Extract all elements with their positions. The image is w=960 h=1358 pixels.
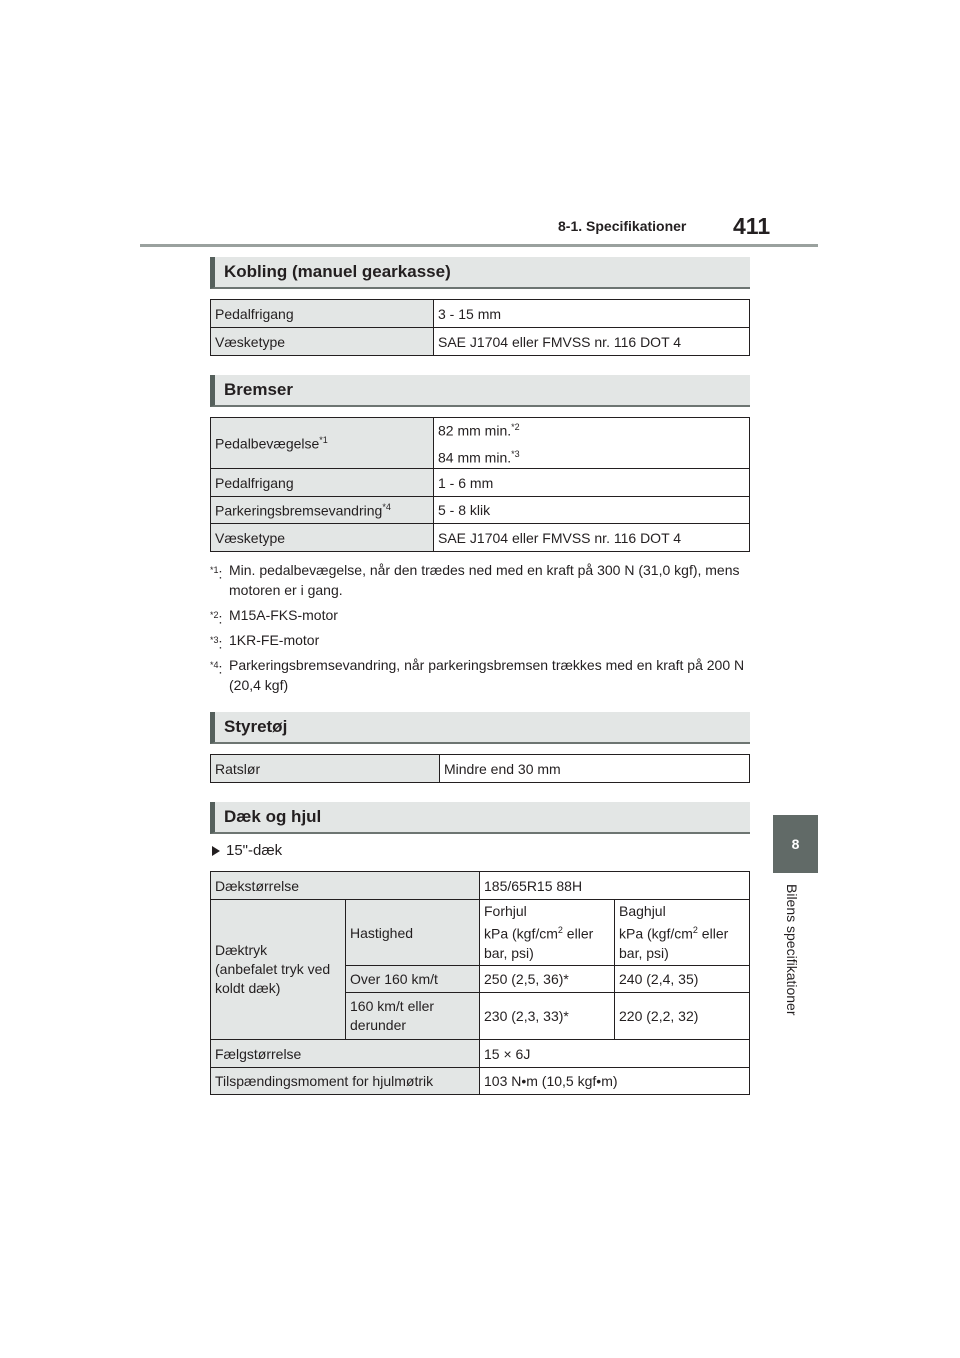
table-cell-value: 15 × 6J (480, 1040, 750, 1068)
table-cell-value: 103 N•m (10,5 kgf•m) (480, 1068, 750, 1095)
steering-table (210, 754, 750, 783)
table-cell-label: Hastighed (346, 900, 480, 966)
front-label-line: eller (562, 925, 594, 942)
table-cell-value: 220 (2,2, 32) (615, 993, 750, 1040)
clutch-title: Kobling (manuel gearkasse) (224, 262, 451, 281)
table-cell-label: Over 160 km/t (346, 966, 480, 993)
table-cell-label: Væsketype (211, 328, 434, 356)
table-cell-value: SAE J1704 eller FMVSS nr. 116 DOT 4 (434, 524, 750, 552)
table-cell-value: SAE J1704 eller FMVSS nr. 116 DOT 4 (434, 328, 750, 356)
subheading (212, 842, 282, 859)
table-cell-value: 240 (2,4, 35) (615, 966, 750, 993)
table-cell-value: 230 (2,3, 33)* (480, 993, 615, 1040)
table-cell-value: Mindre end 30 mm (440, 755, 750, 783)
section-heading-clutch (210, 257, 750, 289)
pedal-travel-value-2: 84 mm min. (438, 449, 512, 466)
superscript: 2 (692, 925, 698, 936)
table-cell-value: 3 - 15 mm (434, 300, 750, 328)
steering-title: Styretøj (224, 717, 288, 736)
footnote-text: Min. pedalbevægelse, når den trædes ned med en kraft på 300 N (31,0 kgf), mens motoren er i gang. (229, 562, 740, 598)
table-row (211, 469, 750, 497)
table-cell-value (480, 900, 615, 966)
pressure-label-line: (anbefalet tryk ved (215, 961, 331, 977)
parking-brake-label: Parkeringsbremsevandring (215, 502, 383, 519)
table-cell-label: Pedalfrigang (211, 300, 434, 328)
front-label-line: kPa (kgf/cm (484, 925, 558, 942)
front-label-line: Forhjul (484, 903, 527, 920)
clutch-table (210, 299, 750, 356)
footnote-text: M15A-FKS-motor (229, 607, 338, 623)
pressure-label-line: Dæktryk (215, 942, 268, 958)
table-cell-label (211, 900, 346, 1040)
brakes-title: Bremser (224, 380, 293, 399)
footnote: $^{*3}$: 1KR-FE-motor (210, 632, 320, 652)
section-heading-steering (210, 712, 750, 744)
table-row (211, 300, 750, 328)
footnote-mark: *2 (511, 422, 520, 433)
rear-label-line: eller (697, 925, 729, 942)
table-cell-value: 1 - 6 mm (434, 469, 750, 497)
footnote-text: Parkeringsbremsevandring, når parkeringsbremsen trækkes med en kraft på 200 N (20,4 kgf) (229, 657, 745, 693)
speed-label-line: derunder (350, 1017, 407, 1033)
footnote: $^{*1}$: Min. pedalbevægelse, når den trædes ned med en kraft på 300 N (31,0 kgf), mens motoren er i gang. (210, 562, 740, 598)
table-cell-label (346, 993, 480, 1040)
tires-table (210, 871, 750, 1095)
section-heading-brakes (210, 375, 750, 407)
footnote: $^{*4}$: Parkeringsbremsevandring, når parkeringsbremsen trækkes med en kraft på 200 N (20,4 kgf) (210, 657, 745, 693)
footnote-mark: *3 (511, 449, 520, 459)
chapter-title-vertical (782, 884, 806, 1034)
table-cell-value: 185/65R15 88H (480, 872, 750, 900)
chapter-tab: 8 (773, 815, 818, 873)
footnote: $^{*2}$: M15A-FKS-motor (210, 607, 338, 627)
table-cell-label: Fælgstørrelse (211, 1040, 480, 1068)
section-title: 8-1. Specifikationer (558, 218, 687, 234)
pedal-travel-label: Pedalbevægelse (215, 435, 320, 452)
table-row (211, 328, 750, 356)
header-divider (140, 244, 818, 247)
front-label-line: bar, psi) (484, 944, 534, 961)
brakes-table (210, 417, 750, 552)
rear-label-line: kPa (kgf/cm (619, 925, 693, 942)
triangle-bullet-icon (212, 846, 220, 856)
section-heading-tires (210, 802, 750, 834)
table-row (211, 418, 750, 469)
footnote-mark: *3 (210, 635, 219, 645)
subheading-text: 15"-dæk (226, 842, 283, 859)
footnote-mark: *1 (319, 434, 328, 445)
rear-label-line: Baghjul (619, 903, 666, 920)
table-cell-value: 5 - 8 klik (434, 497, 750, 524)
footnote-mark: *4 (210, 660, 219, 670)
table-cell-label: Væsketype (211, 524, 434, 552)
page-number: 411 (733, 213, 771, 239)
footnote-text: 1KR-FE-motor (229, 632, 320, 648)
rear-label-line: bar, psi) (619, 944, 669, 961)
table-row (211, 1068, 750, 1095)
pressure-label-line: koldt dæk) (215, 980, 281, 996)
table-row (211, 1040, 750, 1068)
footnote-mark: *1 (210, 565, 219, 575)
footnote-mark: *4 (382, 501, 391, 512)
table-cell-label (211, 418, 434, 469)
table-cell-value: 250 (2,5, 36)* (480, 966, 615, 993)
table-cell-label: Pedalfrigang (211, 469, 434, 497)
superscript: 2 (557, 925, 563, 936)
footnotes (210, 560, 750, 700)
table-cell-value (434, 418, 750, 469)
footnote-mark: *2 (210, 610, 219, 620)
speed-label-line: 160 km/t eller (350, 998, 435, 1014)
chapter-title: Bilens specifikationer (784, 884, 800, 1016)
table-row (211, 755, 750, 783)
table-row (211, 872, 750, 900)
table-cell-label: Dækstørrelse (211, 872, 480, 900)
table-row (211, 524, 750, 552)
table-row (211, 900, 750, 966)
table-cell-label: Tilspændingsmoment for hjulmøtrik (211, 1068, 480, 1095)
tires-title: Dæk og hjul (224, 807, 322, 826)
pedal-travel-value-1: 82 mm min. (438, 423, 512, 439)
table-cell-label (211, 497, 434, 524)
table-row (211, 497, 750, 524)
table-cell-value (615, 900, 750, 966)
table-cell-label: Ratslør (211, 755, 440, 783)
